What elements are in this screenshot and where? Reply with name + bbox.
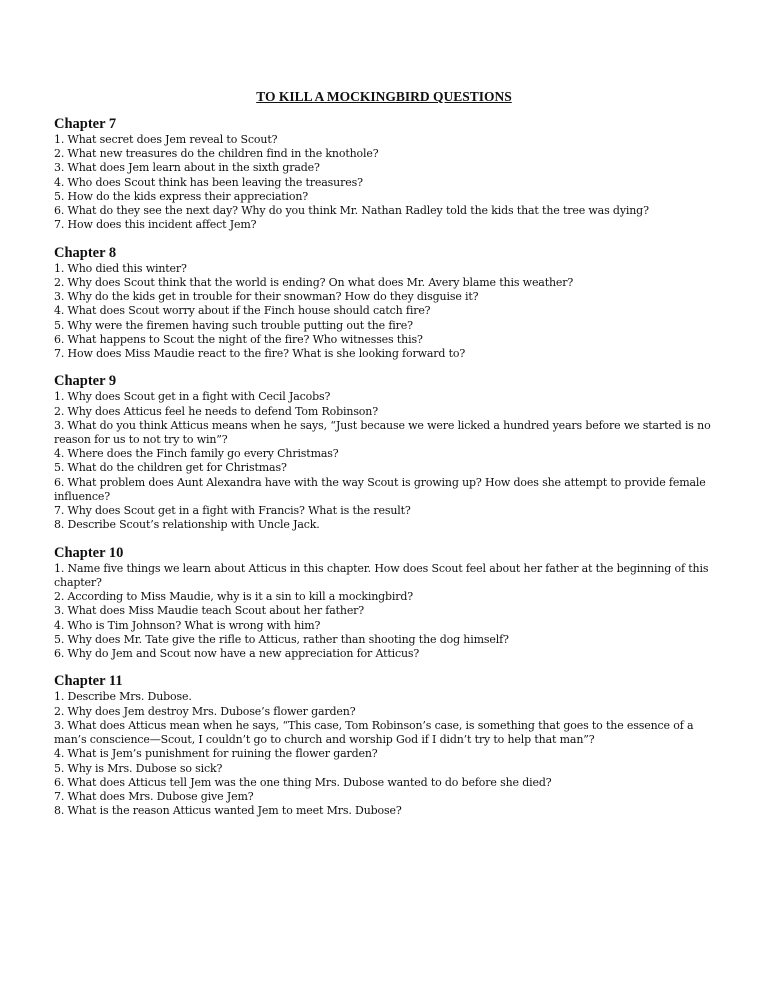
question-item: 2. Why does Jem destroy Mrs. Dubose’s flower garden? xyxy=(54,704,356,718)
question-item: 5. Why were the firemen having such trouble putting out the fire? xyxy=(54,318,413,332)
question-item: 6. What happens to Scout the night of the fire? Who witnesses this? xyxy=(54,332,423,346)
question-item: 1. Why does Scout get in a fight with Cecil Jacobs? xyxy=(54,390,331,404)
question-item: 8. What is the reason Atticus wanted Jem to meet Mrs. Dubose? xyxy=(54,804,402,818)
document-body xyxy=(54,116,718,831)
question-item: 1. What secret does Jem reveal to Scout? xyxy=(54,133,278,146)
question-item: 4. Who does Scout think has been leaving the treasures? xyxy=(54,175,363,189)
question-item: 2. Why does Scout think that the world is ending? On what does Mr. Avery blame this weather? xyxy=(54,275,574,289)
question-item: 5. What do the children get for Christmas? xyxy=(54,461,287,475)
question-item: 4. What is Jem’s punishment for ruining the flower garden? xyxy=(54,747,378,761)
question-item: 5. Why is Mrs. Dubose so sick? xyxy=(54,761,223,775)
question-list xyxy=(54,390,718,532)
question-item: 2. Why does Atticus feel he needs to defend Tom Robinson? xyxy=(54,404,378,418)
question-item: 7. What does Mrs. Dubose give Jem? xyxy=(54,789,254,803)
chapter-heading: Chapter 10 xyxy=(54,544,124,561)
question-item: 2. According to Miss Maudie, why is it a sin to kill a mockingbird? xyxy=(54,590,414,604)
question-item: 7. Why does Scout get in a fight with Francis? What is the result? xyxy=(54,504,411,518)
question-item: 6. What does Atticus tell Jem was the one thing Mrs. Dubose wanted to do before she died? xyxy=(54,775,552,789)
chapter-heading: Chapter 7 xyxy=(54,116,117,132)
chapter-section xyxy=(54,245,718,361)
question-item: 4. What does Scout worry about if the Finch house should catch fire? xyxy=(54,304,431,318)
chapter-section xyxy=(54,545,718,661)
question-item: 6. What do they see the next day? Why do you think Mr. Nathan Radley told the kids that the tree was dying? xyxy=(54,204,649,218)
question-item: 7. How does Miss Maudie react to the fire? What is she looking forward to? xyxy=(54,346,466,360)
question-item: 5. Why does Mr. Tate give the rifle to Atticus, rather than shooting the dog himself? xyxy=(54,632,509,646)
question-item: 4. Where does the Finch family go every Christmas? xyxy=(54,447,339,461)
question-item: 3. Why do the kids get in trouble for their snowman? How do they disguise it? xyxy=(54,290,479,304)
question-item: 6. What problem does Aunt Alexandra have with the way Scout is growing up? How does she attempt to provide female influence? xyxy=(54,475,706,503)
question-item: 8. Describe Scout’s relationship with Uncle Jack. xyxy=(54,518,320,532)
question-list xyxy=(54,262,718,361)
chapter-heading: Chapter 9 xyxy=(54,373,117,390)
chapter-section xyxy=(54,673,718,818)
question-item: 7. How does this incident affect Jem? xyxy=(54,218,257,232)
document-title: TO KILL A MOCKINGBIRD QUESTIONS xyxy=(256,89,512,104)
question-list xyxy=(54,690,718,818)
question-item: 1. Who died this winter? xyxy=(54,261,187,275)
question-item: 1. Describe Mrs. Dubose. xyxy=(54,690,192,704)
question-item: 3. What does Atticus mean when he says, “This case, Tom Robinson’s case, is something that goes to the essence of a man’s conscience—Scout, I couldn’t go to church and worship God if I didn’t try to help that man”? xyxy=(54,718,694,747)
chapter-heading: Chapter 11 xyxy=(54,673,123,690)
question-list xyxy=(54,133,718,232)
question-item: 3. What do you think Atticus means when he says, “Just because we were licked a hundred years before we started is no reason for us to not try to win”? xyxy=(54,418,711,447)
question-item: 3. What does Miss Maudie teach Scout about her father? xyxy=(54,604,365,618)
question-item: 2. What new treasures do the children find in the knothole? xyxy=(54,147,379,161)
chapter-section xyxy=(54,373,718,532)
chapter-heading: Chapter 8 xyxy=(54,244,117,261)
question-item: 3. What does Jem learn about in the sixth grade? xyxy=(54,161,320,175)
question-list xyxy=(54,562,718,661)
question-item: 4. Who is Tim Johnson? What is wrong with him? xyxy=(54,618,321,632)
question-item: 1. Name five things we learn about Atticus in this chapter. How does Scout feel about her father at the beginning of this chapter? xyxy=(54,561,709,589)
question-item: 5. How do the kids express their appreciation? xyxy=(54,189,309,203)
question-item: 6. Why do Jem and Scout now have a new appreciation for Atticus? xyxy=(54,646,420,660)
chapter-section xyxy=(54,116,718,232)
